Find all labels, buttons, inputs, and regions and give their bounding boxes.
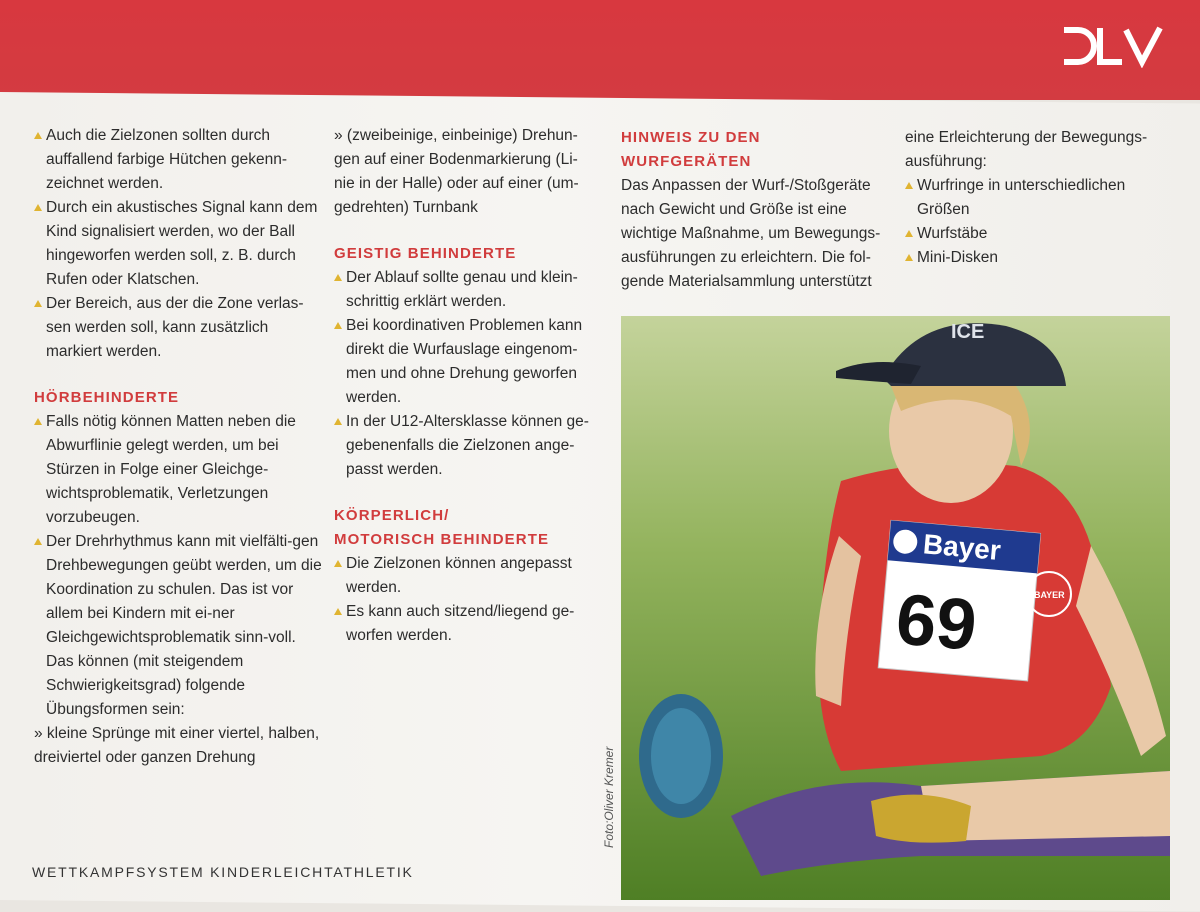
section-heading: WURFGERÄTEN — [621, 153, 752, 170]
list-item: Der Drehrhythmus kann mit vielfälti-gen Drehbewegungen geübt werden, um die Koordination zu schulen. Das ist vor allem bei Kindern mit ei-ner Gleichgewichtsproblematik sinn-voll. Das können (mit steigendem Schwierigkeitsgrad) folgende Übungsformen sein: — [34, 530, 324, 722]
bullet-icon — [34, 538, 42, 545]
header-band — [0, 0, 1200, 100]
section-heading: MOTORISCH BEHINDERTE — [334, 531, 550, 548]
bullet-icon — [334, 418, 342, 425]
shoe — [871, 795, 971, 843]
list-item: Mini-Disken — [905, 246, 1165, 270]
body-text: eine Erleichterung der Bewegungs-ausführung: — [905, 129, 1148, 170]
list-item: Wurfstäbe — [905, 222, 1165, 246]
bullet-icon — [334, 322, 342, 329]
section-heading: GEISTIG BEHINDERTE — [334, 245, 517, 262]
bib-sponsor: Bayer — [921, 528, 1003, 567]
body-text: Das Anpassen der Wurf-/Stoßgeräte nach Gewicht und Größe ist eine wichtige Maßnahme, um Bewegungs-ausführungen zu erleichtern. Die fol-gende Materialsammlung unterstützt — [621, 177, 881, 290]
bullet-icon — [905, 182, 913, 189]
list-item: Es kann auch sitzend/liegend ge-worfen werden. — [334, 600, 596, 648]
list-item: Bei koordinativen Problemen kann direkt die Wurfauslage eingenom-men und ohne Drehung geworfen werden. — [334, 314, 596, 410]
sub-item: » kleine Sprünge mit einer viertel, halben, dreiviertel oder ganzen Drehung — [34, 725, 320, 766]
sub-item: » (zweibeinige, einbeinige) Drehun-gen auf einer Bodenmarkierung (Li-nie in der Halle) oder auf einer (um-gedrehten) Turnbank — [334, 127, 579, 216]
cap-text: ICE — [951, 321, 985, 343]
list-item: Auch die Zielzonen sollten durch auffallend farbige Hütchen gekenn-zeichnet werden. — [34, 124, 324, 196]
bullet-icon — [905, 254, 913, 261]
bullet-icon — [334, 560, 342, 567]
list-item: Der Bereich, aus der die Zone verlas-sen werden soll, kann zusätzlich markiert werden. — [34, 292, 324, 364]
section-heading: KÖRPERLICH/ — [334, 507, 450, 524]
column-4 — [905, 126, 1165, 270]
column-3 — [621, 126, 891, 294]
photo-illustration — [621, 316, 1170, 900]
bullet-icon — [334, 608, 342, 615]
bullet-icon — [34, 132, 42, 139]
bullet-icon — [34, 204, 42, 211]
list-item: Durch ein akustisches Signal kann dem Kind signalisiert werden, wo der Ball hingeworfen werden soll, z. B. durch Rufen oder Klatschen. — [34, 196, 324, 292]
column-1 — [34, 124, 324, 770]
list-item: Die Zielzonen können angepasst werden. — [334, 552, 596, 600]
bullet-icon — [34, 418, 42, 425]
section-heading: HINWEIS ZU DEN — [621, 129, 761, 146]
race-bib — [878, 520, 1040, 681]
photo-credit: Foto:Oliver Kremer — [602, 746, 616, 848]
shirt-logo-text: BAYER — [1034, 590, 1065, 600]
list-item: Wurfringe in unterschiedlichen Größen — [905, 174, 1165, 222]
dlv-logo — [1060, 24, 1168, 68]
list-item: In der U12-Altersklasse können ge-gebenenfalls die Zielzonen ange-passt werden. — [334, 410, 596, 482]
athlete-photo — [621, 316, 1170, 900]
section-heading: HÖRBEHINDERTE — [34, 389, 180, 406]
bullet-icon — [334, 274, 342, 281]
bullet-icon — [34, 300, 42, 307]
bib-number: 69 — [893, 579, 980, 667]
list-item: Der Ablauf sollte genau und klein-schrittig erklärt werden. — [334, 266, 596, 314]
footer-title: WETTKAMPFSYSTEM KINDERLEICHTATHLETIK — [32, 864, 414, 880]
column-2 — [334, 124, 596, 648]
bullet-icon — [905, 230, 913, 237]
list-item: Falls nötig können Matten neben die Abwurflinie gelegt werden, um bei Stürzen in Folge einer Gleichge-wichtsproblematik, Verletzungen vorzubeugen. — [34, 410, 324, 530]
